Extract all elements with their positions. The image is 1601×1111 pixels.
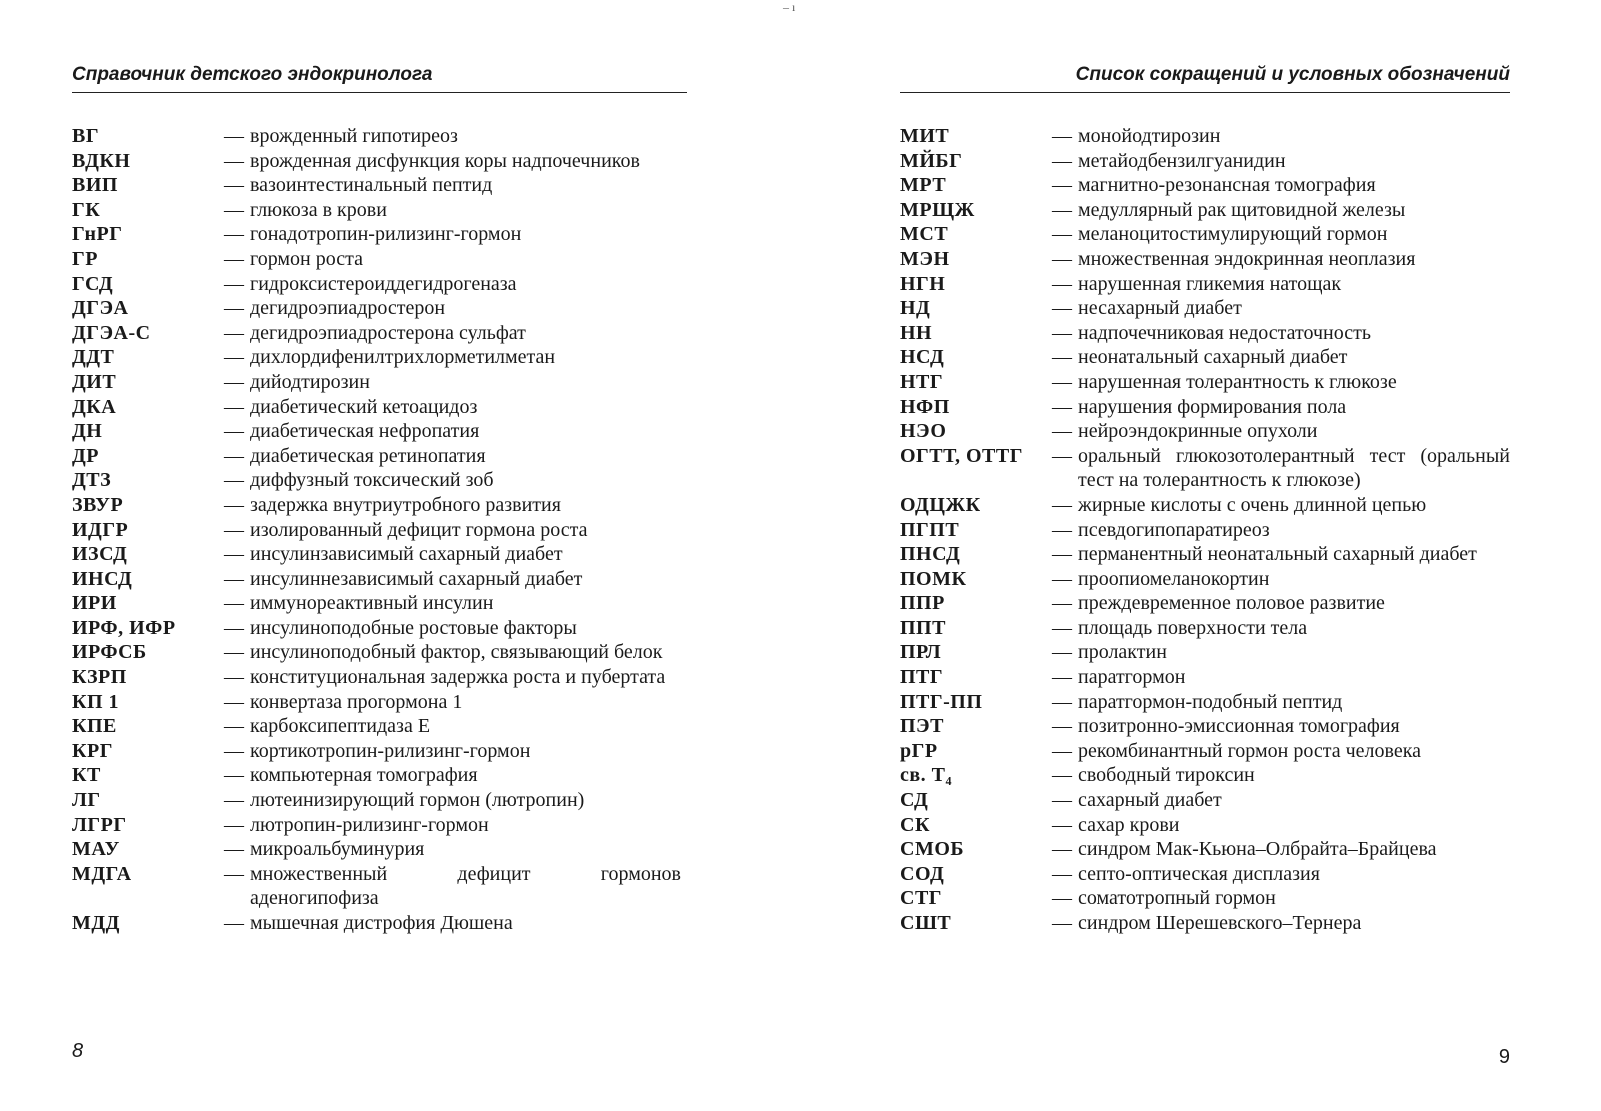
abbreviation-term: КП 1	[72, 690, 120, 713]
em-dash: —	[1052, 346, 1072, 369]
abbreviation-term: МСТ	[900, 223, 949, 246]
abbreviation-entry	[72, 444, 687, 469]
abbreviation-entry	[72, 198, 687, 223]
abbreviation-entry	[72, 173, 687, 198]
abbreviation-entry	[72, 714, 687, 739]
abbreviation-term: ИДГР	[72, 518, 129, 541]
abbreviation-definition: микроальбуминурия	[250, 838, 425, 861]
abbreviation-entry	[72, 788, 687, 813]
abbreviation-entry	[900, 444, 1510, 493]
abbreviation-term: ГСД	[72, 272, 114, 295]
em-dash: —	[1052, 174, 1072, 197]
abbreviation-entry	[900, 911, 1510, 936]
em-dash: —	[224, 223, 244, 246]
abbreviation-term: КТ	[72, 764, 101, 787]
em-dash: —	[224, 862, 244, 885]
abbreviation-definition: соматотропный гормон	[1078, 887, 1276, 910]
abbreviation-definition: задержка внутриутробного развития	[250, 493, 561, 516]
em-dash: —	[224, 198, 244, 221]
abbreviation-definition: лютеинизирующий гормон (лютропин)	[250, 789, 585, 812]
abbreviation-definition: множественный дефицит гормонов аденогипофиза	[250, 862, 681, 910]
abbreviation-definition: инсулиноподобный фактор, связывающий белок	[250, 641, 663, 664]
em-dash: —	[1052, 125, 1072, 147]
abbreviation-term: рГР	[900, 739, 938, 762]
abbreviation-definition: дегидроэпиадростерона сульфат	[250, 321, 526, 344]
abbreviation-definition: медуллярный рак щитовидной железы	[1078, 198, 1406, 221]
em-dash: —	[1052, 543, 1072, 566]
abbreviation-term: ДГЭА-С	[72, 321, 151, 344]
abbreviation-entry	[900, 567, 1510, 592]
em-dash: —	[1052, 789, 1072, 812]
abbreviation-entry	[900, 591, 1510, 616]
abbreviation-definition: компьютерная томография	[250, 764, 478, 787]
abbreviation-term: ДДТ	[72, 346, 115, 369]
abbreviation-term: НН	[900, 321, 933, 344]
abbreviation-list	[72, 124, 687, 936]
abbreviation-definition: глюкоза в крови	[250, 198, 387, 221]
abbreviation-entry	[900, 149, 1510, 174]
abbreviation-definition: мышечная дистрофия Дюшена	[250, 912, 513, 934]
abbreviation-definition: карбоксипептидаза Е	[250, 715, 431, 738]
abbreviation-definition: конвертаза прогормона 1	[250, 690, 463, 713]
abbreviation-term: ППР	[900, 592, 945, 615]
abbreviation-term: МЭН	[900, 247, 950, 270]
scan-mark: – ı	[783, 0, 796, 14]
abbreviation-term: СШТ	[900, 912, 952, 934]
em-dash: —	[224, 370, 244, 393]
abbreviation-entry	[900, 714, 1510, 739]
em-dash: —	[224, 395, 244, 418]
abbreviation-definition: изолированный дефицит гормона роста	[250, 518, 588, 541]
abbreviation-term: НТГ	[900, 370, 944, 393]
abbreviation-entry	[900, 321, 1510, 346]
em-dash: —	[224, 813, 244, 836]
abbreviation-definition: перманентный неонатальный сахарный диабет	[1078, 543, 1477, 566]
abbreviation-entry	[900, 493, 1510, 518]
em-dash: —	[1052, 198, 1072, 221]
em-dash: —	[224, 346, 244, 369]
abbreviation-entry	[72, 567, 687, 592]
abbreviation-definition: жирные кислоты с очень длинной цепью	[1078, 493, 1427, 516]
em-dash: —	[1052, 838, 1072, 861]
abbreviation-term: ПНСД	[900, 543, 961, 566]
em-dash: —	[1052, 518, 1072, 541]
abbreviation-term: ПРЛ	[900, 641, 942, 664]
page-number: 8	[72, 1040, 84, 1062]
abbreviation-definition: нарушенная гликемия натощак	[1078, 272, 1342, 295]
abbreviation-definition: диабетический кетоацидоз	[250, 395, 478, 418]
abbreviation-term: МРТ	[900, 174, 947, 197]
abbreviation-entry	[900, 222, 1510, 247]
abbreviation-term: ГР	[72, 247, 98, 270]
abbreviation-definition: метайодбензилгуанидин	[1078, 149, 1286, 172]
abbreviation-term: СТГ	[900, 887, 943, 910]
abbreviation-entry	[900, 788, 1510, 813]
abbreviation-definition: дегидроэпиадростерон	[250, 297, 446, 320]
abbreviation-entry	[900, 763, 1510, 788]
abbreviation-definition: инсулиннезависимый сахарный диабет	[250, 567, 583, 590]
abbreviation-entry	[72, 395, 687, 420]
em-dash: —	[1052, 887, 1072, 910]
abbreviation-entry	[900, 124, 1510, 149]
abbreviation-term: МРЩЖ	[900, 198, 975, 221]
abbreviation-entry	[72, 542, 687, 567]
abbreviation-definition: врожденная дисфункция коры надпочечников	[250, 149, 640, 172]
abbreviation-entry	[900, 419, 1510, 444]
abbreviation-entry	[72, 813, 687, 838]
em-dash: —	[1052, 862, 1072, 885]
running-header: Список сокращений и условных обозначений	[900, 64, 1510, 93]
abbreviation-term: ЛГ	[72, 789, 101, 812]
abbreviation-entry	[72, 345, 687, 370]
abbreviation-definition: синдром Мак-Кьюна–Олбрайта–Брайцева	[1078, 838, 1437, 861]
abbreviation-definition: дийодтирозин	[250, 370, 370, 393]
running-header: Справочник детского эндокринолога	[72, 64, 687, 93]
em-dash: —	[224, 321, 244, 344]
abbreviation-definition: надпочечниковая недостаточность	[1078, 321, 1371, 344]
abbreviation-entry	[72, 837, 687, 862]
abbreviation-entry	[72, 468, 687, 493]
abbreviation-term: ВДКН	[72, 149, 131, 172]
em-dash: —	[1052, 764, 1072, 787]
abbreviation-term: СОД	[900, 862, 945, 885]
abbreviation-definition: пролактин	[1078, 641, 1167, 664]
abbreviation-entry	[72, 665, 687, 690]
abbreviation-definition: псевдогипопаратиреоз	[1078, 518, 1270, 541]
em-dash: —	[1052, 444, 1072, 467]
abbreviation-term: ПЭТ	[900, 715, 944, 738]
em-dash: —	[1052, 493, 1072, 516]
abbreviation-entry	[72, 247, 687, 272]
left-page	[72, 0, 687, 1111]
em-dash: —	[1052, 420, 1072, 443]
abbreviation-definition: диабетическая ретинопатия	[250, 444, 486, 467]
abbreviation-definition: паратгормон	[1078, 666, 1186, 689]
abbreviation-entry	[72, 370, 687, 395]
abbreviation-entry	[72, 591, 687, 616]
em-dash: —	[1052, 149, 1072, 172]
em-dash: —	[224, 420, 244, 443]
em-dash: —	[1052, 370, 1072, 393]
abbreviation-term: ППТ	[900, 616, 946, 639]
page-number: 9	[1498, 1046, 1510, 1068]
abbreviation-definition: конституциональная задержка роста и пубертата	[250, 666, 666, 689]
em-dash: —	[1052, 247, 1072, 270]
abbreviation-term: ЗВУР	[72, 493, 124, 516]
em-dash: —	[224, 493, 244, 516]
abbreviation-definition: множественная эндокринная неоплазия	[1078, 247, 1416, 270]
abbreviation-definition: нейроэндокринные опухоли	[1078, 420, 1318, 443]
em-dash: —	[224, 297, 244, 320]
abbreviation-term: НФП	[900, 395, 950, 418]
abbreviation-definition: оральный глюкозотолерантный тест (оральный тест на толерантность к глюкозе)	[1078, 444, 1510, 492]
abbreviation-entry	[900, 616, 1510, 641]
em-dash: —	[224, 715, 244, 738]
abbreviation-definition: нарушения формирования пола	[1078, 395, 1347, 418]
abbreviation-term: НЭО	[900, 420, 947, 443]
em-dash: —	[1052, 297, 1072, 320]
abbreviation-term: ИРИ	[72, 592, 117, 615]
em-dash: —	[1052, 567, 1072, 590]
abbreviation-definition: рекомбинантный гормон роста человека	[1078, 739, 1422, 762]
abbreviation-definition: магнитно-резонансная томография	[1078, 174, 1376, 197]
abbreviation-term: ОДЦЖК	[900, 493, 981, 516]
abbreviation-entry	[900, 665, 1510, 690]
abbreviation-term: КРГ	[72, 739, 113, 762]
abbreviation-term: ПТГ	[900, 666, 944, 689]
em-dash: —	[1052, 395, 1072, 418]
abbreviation-term: ПТГ-ПП	[900, 690, 983, 713]
abbreviation-definition: несахарный диабет	[1078, 297, 1242, 320]
abbreviation-definition: гормон роста	[250, 247, 363, 270]
abbreviation-definition: септо-оптическая дисплазия	[1078, 862, 1320, 885]
em-dash: —	[1052, 666, 1072, 689]
abbreviation-entry	[900, 370, 1510, 395]
abbreviation-definition: нарушенная толерантность к глюкозе	[1078, 370, 1397, 393]
abbreviation-entry	[72, 616, 687, 641]
abbreviation-entry	[72, 862, 687, 911]
abbreviation-definition: инсулинзависимый сахарный диабет	[250, 543, 563, 566]
em-dash: —	[1052, 739, 1072, 762]
abbreviation-entry	[900, 395, 1510, 420]
em-dash: —	[1052, 616, 1072, 639]
abbreviation-term: ПОМК	[900, 567, 967, 590]
abbreviation-definition: преждевременное половое развитие	[1078, 592, 1385, 615]
abbreviation-definition: позитронно-эмиссионная томография	[1078, 715, 1400, 738]
abbreviation-term: ПГПТ	[900, 518, 960, 541]
em-dash: —	[1052, 715, 1072, 738]
abbreviation-term: св. Т₄	[900, 764, 953, 787]
abbreviation-entry	[72, 911, 687, 936]
abbreviation-term: ДН	[72, 420, 103, 443]
abbreviation-definition: вазоинтестинальный пептид	[250, 174, 493, 197]
abbreviation-term: ОГТТ, ОТТГ	[900, 444, 1023, 467]
abbreviation-definition: гонадотропин-рилизинг-гормон	[250, 223, 522, 246]
abbreviation-entry	[72, 763, 687, 788]
em-dash: —	[224, 739, 244, 762]
abbreviation-term: ВИП	[72, 174, 118, 197]
abbreviation-term: НСД	[900, 346, 945, 369]
abbreviation-term: ВГ	[72, 125, 100, 147]
abbreviation-entry	[72, 296, 687, 321]
abbreviation-term: СК	[900, 813, 930, 836]
em-dash: —	[1052, 641, 1072, 664]
abbreviation-definition: свободный тироксин	[1078, 764, 1255, 787]
abbreviation-term: ДКА	[72, 395, 117, 418]
abbreviation-term: СМОБ	[900, 838, 965, 861]
abbreviation-definition: кортикотропин-рилизинг-гормон	[250, 739, 531, 762]
abbreviation-term: МДД	[72, 912, 120, 934]
em-dash: —	[224, 247, 244, 270]
abbreviation-entry	[900, 345, 1510, 370]
em-dash: —	[224, 543, 244, 566]
abbreviation-entry	[900, 542, 1510, 567]
abbreviation-entry	[900, 886, 1510, 911]
abbreviation-term: ГК	[72, 198, 101, 221]
abbreviation-term: НД	[900, 297, 931, 320]
abbreviation-entry	[900, 247, 1510, 272]
abbreviation-term: КЗРП	[72, 666, 127, 689]
abbreviation-definition: диффузный токсический зоб	[250, 469, 494, 492]
em-dash: —	[1052, 912, 1072, 934]
right-page	[900, 0, 1510, 1111]
abbreviation-definition: дихлордифенилтрихлорметилметан	[250, 346, 556, 369]
abbreviation-entry	[900, 518, 1510, 543]
abbreviation-term: НГН	[900, 272, 946, 295]
abbreviation-term: КПЕ	[72, 715, 117, 738]
abbreviation-entry	[72, 321, 687, 346]
abbreviation-term: ГнРГ	[72, 223, 123, 246]
abbreviation-term: ИНСД	[72, 567, 133, 590]
abbreviation-entry	[900, 296, 1510, 321]
abbreviation-definition: диабетическая нефропатия	[250, 420, 480, 443]
abbreviation-entry	[72, 518, 687, 543]
abbreviation-definition: паратгормон-подобный пептид	[1078, 690, 1343, 713]
abbreviation-term: СД	[900, 789, 929, 812]
abbreviation-term: ДГЭА	[72, 297, 129, 320]
abbreviation-definition: площадь поверхности тела	[1078, 616, 1308, 639]
em-dash: —	[224, 272, 244, 295]
abbreviation-entry	[900, 837, 1510, 862]
em-dash: —	[224, 444, 244, 467]
abbreviation-list	[900, 124, 1510, 936]
abbreviation-definition: проопиомеланокортин	[1078, 567, 1270, 590]
em-dash: —	[224, 616, 244, 639]
abbreviation-entry	[900, 640, 1510, 665]
abbreviation-term: ИЗСД	[72, 543, 128, 566]
em-dash: —	[224, 592, 244, 615]
abbreviation-definition: гидроксистероиддегидрогеназа	[250, 272, 517, 295]
abbreviation-term: ЛГРГ	[72, 813, 127, 836]
abbreviation-entry	[72, 690, 687, 715]
abbreviation-entry	[72, 419, 687, 444]
em-dash: —	[1052, 592, 1072, 615]
abbreviation-term: ИРФ, ИФР	[72, 616, 176, 639]
abbreviation-entry	[72, 124, 687, 149]
abbreviation-entry	[72, 272, 687, 297]
em-dash: —	[1052, 690, 1072, 713]
em-dash: —	[224, 149, 244, 172]
em-dash: —	[224, 789, 244, 812]
em-dash: —	[224, 469, 244, 492]
abbreviation-term: ДИТ	[72, 370, 117, 393]
abbreviation-entry	[72, 640, 687, 665]
abbreviation-definition: меланоцитостимулирующий гормон	[1078, 223, 1388, 246]
abbreviation-entry	[900, 173, 1510, 198]
abbreviation-entry	[900, 690, 1510, 715]
abbreviation-entry	[900, 862, 1510, 887]
abbreviation-term: МЙБГ	[900, 149, 963, 172]
abbreviation-term: ДТЗ	[72, 469, 112, 492]
em-dash: —	[224, 125, 244, 147]
abbreviation-definition: инсулиноподобные ростовые факторы	[250, 616, 577, 639]
em-dash: —	[1052, 272, 1072, 295]
abbreviation-entry	[72, 493, 687, 518]
abbreviation-entry	[900, 813, 1510, 838]
em-dash: —	[224, 518, 244, 541]
abbreviation-entry	[900, 739, 1510, 764]
abbreviation-term: ИРФСБ	[72, 641, 147, 664]
abbreviation-entry	[72, 739, 687, 764]
abbreviation-term: МАУ	[72, 838, 120, 861]
abbreviation-term: ДР	[72, 444, 99, 467]
em-dash: —	[1052, 223, 1072, 246]
em-dash: —	[224, 838, 244, 861]
abbreviation-definition: синдром Шерешевского–Тернера	[1078, 912, 1362, 934]
abbreviation-entry	[900, 272, 1510, 297]
em-dash: —	[1052, 321, 1072, 344]
abbreviation-entry	[72, 222, 687, 247]
abbreviation-definition: иммунореактивный инсулин	[250, 592, 494, 615]
em-dash: —	[224, 641, 244, 664]
abbreviation-definition: сахарный диабет	[1078, 789, 1222, 812]
em-dash: —	[224, 666, 244, 689]
em-dash: —	[1052, 813, 1072, 836]
abbreviation-entry	[900, 198, 1510, 223]
abbreviation-definition: неонатальный сахарный диабет	[1078, 346, 1348, 369]
abbreviation-definition: сахар крови	[1078, 813, 1180, 836]
abbreviation-definition: монойодтирозин	[1078, 125, 1221, 147]
em-dash: —	[224, 690, 244, 713]
abbreviation-entry	[72, 149, 687, 174]
abbreviation-definition: лютропин-рилизинг-гормон	[250, 813, 489, 836]
abbreviation-term: МИТ	[900, 125, 950, 147]
em-dash: —	[224, 174, 244, 197]
abbreviation-definition: врожденный гипотиреоз	[250, 125, 458, 147]
em-dash: —	[224, 764, 244, 787]
em-dash: —	[224, 912, 244, 934]
abbreviation-term: МДГА	[72, 862, 132, 885]
em-dash: —	[224, 567, 244, 590]
